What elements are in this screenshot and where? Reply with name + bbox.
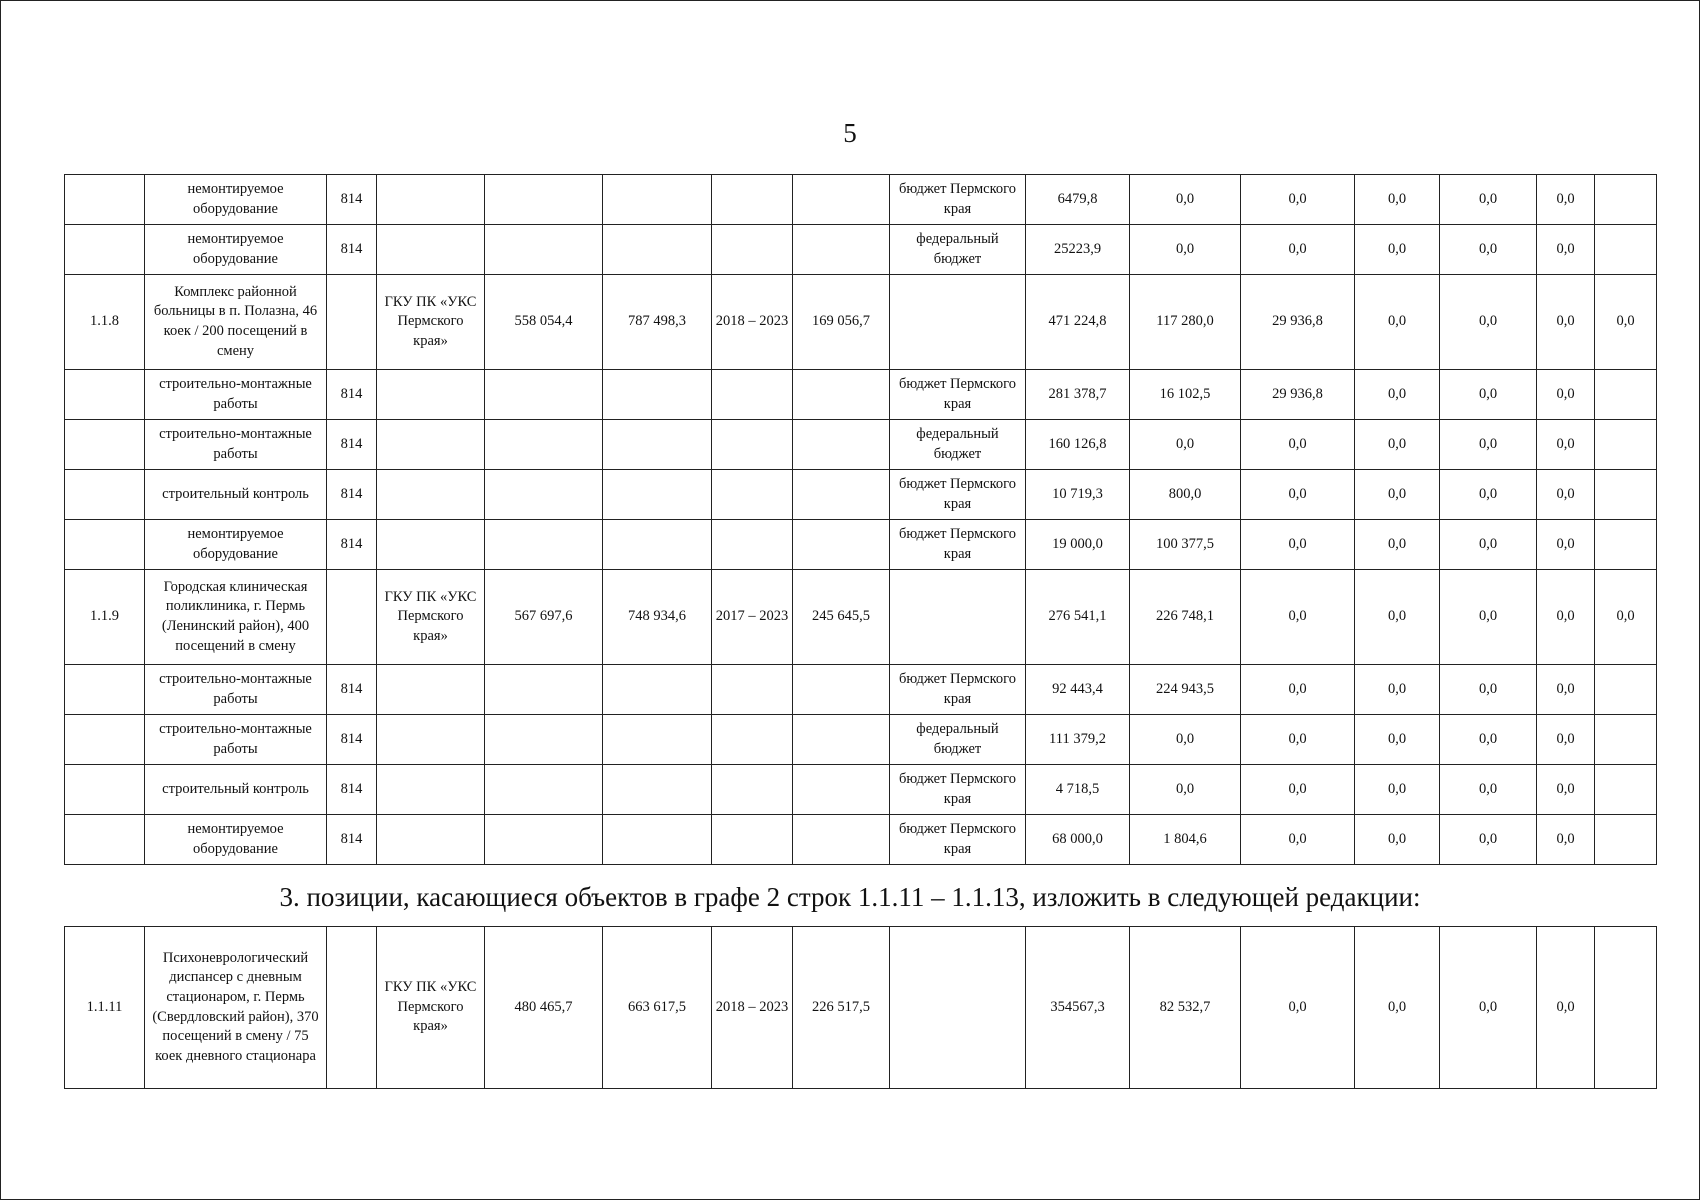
period bbox=[712, 470, 793, 520]
amount-2024: 0,0 bbox=[1440, 815, 1537, 865]
amount-2023: 0,0 bbox=[1355, 420, 1440, 470]
customer: ГКУ ПК «УКС Пермского края» bbox=[377, 275, 485, 370]
period bbox=[712, 715, 793, 765]
period bbox=[712, 225, 793, 275]
total-cost: 748 934,6 bbox=[603, 570, 712, 665]
amount-2025: 0,0 bbox=[1537, 815, 1595, 865]
total-cost bbox=[603, 815, 712, 865]
amount-2025: 0,0 bbox=[1537, 470, 1595, 520]
estimated-cost bbox=[485, 815, 603, 865]
amount-2020: 111 379,2 bbox=[1026, 715, 1130, 765]
amount-2024: 0,0 bbox=[1440, 665, 1537, 715]
period bbox=[712, 665, 793, 715]
customer bbox=[377, 715, 485, 765]
amount-2025: 0,0 bbox=[1537, 765, 1595, 815]
funding-table bbox=[64, 174, 1657, 865]
table-row bbox=[65, 225, 1657, 275]
amount-2026 bbox=[1595, 420, 1657, 470]
row-code bbox=[65, 370, 145, 420]
amount-2021: 1 804,6 bbox=[1130, 815, 1241, 865]
customer bbox=[377, 665, 485, 715]
object-name: немонтируемое оборудование bbox=[145, 520, 327, 570]
object-name: немонтируемое оборудование bbox=[145, 225, 327, 275]
amount-2021: 82 532,7 bbox=[1130, 927, 1241, 1089]
estimated-cost bbox=[485, 370, 603, 420]
amount-2020: 471 224,8 bbox=[1026, 275, 1130, 370]
amount-2026 bbox=[1595, 815, 1657, 865]
amount-2020: 19 000,0 bbox=[1026, 520, 1130, 570]
row-code bbox=[65, 470, 145, 520]
object-name: немонтируемое оборудование bbox=[145, 815, 327, 865]
customer bbox=[377, 520, 485, 570]
period bbox=[712, 420, 793, 470]
amount-2021: 226 748,1 bbox=[1130, 570, 1241, 665]
amount-2025: 0,0 bbox=[1537, 520, 1595, 570]
table-row bbox=[65, 570, 1657, 665]
row-code bbox=[65, 715, 145, 765]
total-cost bbox=[603, 665, 712, 715]
object-name: строительно-монтажные работы bbox=[145, 665, 327, 715]
funding-source: бюджет Пермского края bbox=[890, 765, 1026, 815]
grbs-code: 814 bbox=[327, 370, 377, 420]
funded-before bbox=[793, 715, 890, 765]
amount-2024: 0,0 bbox=[1440, 765, 1537, 815]
amount-2024: 0,0 bbox=[1440, 520, 1537, 570]
object-name: строительный контроль bbox=[145, 765, 327, 815]
amount-2021: 800,0 bbox=[1130, 470, 1241, 520]
row-code bbox=[65, 815, 145, 865]
funding-source bbox=[890, 927, 1026, 1089]
amount-2022: 0,0 bbox=[1241, 420, 1355, 470]
amount-2024: 0,0 bbox=[1440, 570, 1537, 665]
amount-2022: 0,0 bbox=[1241, 815, 1355, 865]
period: 2018 – 2023 bbox=[712, 927, 793, 1089]
amount-2024: 0,0 bbox=[1440, 275, 1537, 370]
amount-2026: 0,0 bbox=[1595, 570, 1657, 665]
amount-2022: 0,0 bbox=[1241, 765, 1355, 815]
total-cost bbox=[603, 370, 712, 420]
grbs-code: 814 bbox=[327, 665, 377, 715]
customer bbox=[377, 470, 485, 520]
object-name: строительно-монтажные работы bbox=[145, 370, 327, 420]
grbs-code bbox=[327, 275, 377, 370]
row-code bbox=[65, 520, 145, 570]
amount-2020: 4 718,5 bbox=[1026, 765, 1130, 815]
object-name: немонтируемое оборудование bbox=[145, 175, 327, 225]
table-row bbox=[65, 175, 1657, 225]
amount-2022: 0,0 bbox=[1241, 225, 1355, 275]
amount-2026: 0,0 bbox=[1595, 275, 1657, 370]
amount-2020: 276 541,1 bbox=[1026, 570, 1130, 665]
funded-before bbox=[793, 815, 890, 865]
amount-2021: 100 377,5 bbox=[1130, 520, 1241, 570]
amount-2022: 0,0 bbox=[1241, 570, 1355, 665]
funded-before bbox=[793, 420, 890, 470]
amount-2022: 0,0 bbox=[1241, 175, 1355, 225]
total-cost bbox=[603, 715, 712, 765]
amount-2020: 354567,3 bbox=[1026, 927, 1130, 1089]
amount-2024: 0,0 bbox=[1440, 175, 1537, 225]
amount-2022: 0,0 bbox=[1241, 520, 1355, 570]
amount-2021: 0,0 bbox=[1130, 765, 1241, 815]
amount-2023: 0,0 bbox=[1355, 570, 1440, 665]
amount-2024: 0,0 bbox=[1440, 370, 1537, 420]
grbs-code: 814 bbox=[327, 175, 377, 225]
grbs-code: 814 bbox=[327, 815, 377, 865]
amount-2024: 0,0 bbox=[1440, 927, 1537, 1089]
customer bbox=[377, 815, 485, 865]
page-number: 5 bbox=[843, 118, 857, 148]
total-cost bbox=[603, 175, 712, 225]
table-row bbox=[65, 665, 1657, 715]
row-code bbox=[65, 225, 145, 275]
funding-source: бюджет Пермского края bbox=[890, 520, 1026, 570]
amount-2026 bbox=[1595, 520, 1657, 570]
table-row bbox=[65, 715, 1657, 765]
row-code bbox=[65, 175, 145, 225]
funded-before: 169 056,7 bbox=[793, 275, 890, 370]
row-code bbox=[65, 665, 145, 715]
amount-2025: 0,0 bbox=[1537, 225, 1595, 275]
period bbox=[712, 520, 793, 570]
amount-2022: 0,0 bbox=[1241, 470, 1355, 520]
object-name: Психоневрологический диспансер с дневным стационаром, г. Пермь (Свердловский район), 370 посещений в смену / 75 коек дневного стационара bbox=[145, 927, 327, 1089]
amount-2024: 0,0 bbox=[1440, 225, 1537, 275]
estimated-cost bbox=[485, 520, 603, 570]
amount-2024: 0,0 bbox=[1440, 470, 1537, 520]
row-code: 1.1.8 bbox=[65, 275, 145, 370]
funded-before: 245 645,5 bbox=[793, 570, 890, 665]
funding-source: бюджет Пермского края bbox=[890, 370, 1026, 420]
estimated-cost bbox=[485, 420, 603, 470]
amount-2021: 117 280,0 bbox=[1130, 275, 1241, 370]
funding-source bbox=[890, 275, 1026, 370]
funded-before bbox=[793, 470, 890, 520]
amount-2023: 0,0 bbox=[1355, 665, 1440, 715]
row-code: 1.1.11 bbox=[65, 927, 145, 1089]
amount-2022: 29 936,8 bbox=[1241, 275, 1355, 370]
object-name: строительно-монтажные работы bbox=[145, 715, 327, 765]
amount-2025: 0,0 bbox=[1537, 665, 1595, 715]
grbs-code: 814 bbox=[327, 765, 377, 815]
amount-2023: 0,0 bbox=[1355, 370, 1440, 420]
amount-2026 bbox=[1595, 715, 1657, 765]
funding-source: бюджет Пермского края bbox=[890, 665, 1026, 715]
customer: ГКУ ПК «УКС Пермского края» bbox=[377, 570, 485, 665]
object-name: Комплекс районной больницы в п. Полазна, 46 коек / 200 посещений в смену bbox=[145, 275, 327, 370]
total-cost: 663 617,5 bbox=[603, 927, 712, 1089]
section-heading: 3. позиции, касающиеся объектов в графе 2 строк 1.1.11 – 1.1.13, изложить в следующей редакции: bbox=[279, 882, 1421, 912]
amount-2020: 92 443,4 bbox=[1026, 665, 1130, 715]
funding-source: бюджет Пермского края bbox=[890, 175, 1026, 225]
grbs-code: 814 bbox=[327, 520, 377, 570]
row-code bbox=[65, 420, 145, 470]
amount-2026 bbox=[1595, 470, 1657, 520]
amount-2021: 224 943,5 bbox=[1130, 665, 1241, 715]
amount-2023: 0,0 bbox=[1355, 715, 1440, 765]
amount-2022: 0,0 bbox=[1241, 715, 1355, 765]
customer bbox=[377, 370, 485, 420]
customer bbox=[377, 225, 485, 275]
amount-2022: 0,0 bbox=[1241, 927, 1355, 1089]
grbs-code: 814 bbox=[327, 715, 377, 765]
amount-2025: 0,0 bbox=[1537, 175, 1595, 225]
total-cost bbox=[603, 420, 712, 470]
estimated-cost: 567 697,6 bbox=[485, 570, 603, 665]
funded-before bbox=[793, 520, 890, 570]
funded-before bbox=[793, 225, 890, 275]
grbs-code bbox=[327, 927, 377, 1089]
total-cost bbox=[603, 520, 712, 570]
amount-2023: 0,0 bbox=[1355, 927, 1440, 1089]
funding-source: федеральный бюджет bbox=[890, 225, 1026, 275]
grbs-code: 814 bbox=[327, 225, 377, 275]
amount-2025: 0,0 bbox=[1537, 275, 1595, 370]
customer bbox=[377, 765, 485, 815]
customer bbox=[377, 420, 485, 470]
grbs-code bbox=[327, 570, 377, 665]
amount-2023: 0,0 bbox=[1355, 275, 1440, 370]
grbs-code: 814 bbox=[327, 420, 377, 470]
amount-2023: 0,0 bbox=[1355, 225, 1440, 275]
funded-before bbox=[793, 665, 890, 715]
amount-2020: 68 000,0 bbox=[1026, 815, 1130, 865]
estimated-cost bbox=[485, 765, 603, 815]
total-cost bbox=[603, 225, 712, 275]
amount-2022: 0,0 bbox=[1241, 665, 1355, 715]
amount-2021: 0,0 bbox=[1130, 225, 1241, 275]
table-row bbox=[65, 470, 1657, 520]
amount-2021: 0,0 bbox=[1130, 715, 1241, 765]
amount-2023: 0,0 bbox=[1355, 520, 1440, 570]
estimated-cost: 558 054,4 bbox=[485, 275, 603, 370]
row-code: 1.1.9 bbox=[65, 570, 145, 665]
amount-2026 bbox=[1595, 765, 1657, 815]
amount-2025: 0,0 bbox=[1537, 570, 1595, 665]
funding-source: федеральный бюджет bbox=[890, 715, 1026, 765]
table-row bbox=[65, 815, 1657, 865]
amount-2021: 0,0 bbox=[1130, 420, 1241, 470]
table-row bbox=[65, 275, 1657, 370]
row-code bbox=[65, 765, 145, 815]
table-row bbox=[65, 370, 1657, 420]
funding-source: федеральный бюджет bbox=[890, 420, 1026, 470]
estimated-cost bbox=[485, 715, 603, 765]
amount-2021: 16 102,5 bbox=[1130, 370, 1241, 420]
objects-table bbox=[64, 926, 1657, 1089]
amount-2026 bbox=[1595, 665, 1657, 715]
object-name: строительный контроль bbox=[145, 470, 327, 520]
funding-source: бюджет Пермского края bbox=[890, 815, 1026, 865]
amount-2023: 0,0 bbox=[1355, 470, 1440, 520]
amount-2025: 0,0 bbox=[1537, 715, 1595, 765]
estimated-cost bbox=[485, 175, 603, 225]
table-row bbox=[65, 765, 1657, 815]
estimated-cost bbox=[485, 665, 603, 715]
amount-2023: 0,0 bbox=[1355, 175, 1440, 225]
amount-2025: 0,0 bbox=[1537, 370, 1595, 420]
amount-2021: 0,0 bbox=[1130, 175, 1241, 225]
amount-2020: 25223,9 bbox=[1026, 225, 1130, 275]
object-name: строительно-монтажные работы bbox=[145, 420, 327, 470]
total-cost bbox=[603, 765, 712, 815]
amount-2025: 0,0 bbox=[1537, 927, 1595, 1089]
funded-before bbox=[793, 370, 890, 420]
funded-before bbox=[793, 175, 890, 225]
table-row bbox=[65, 927, 1657, 1089]
total-cost: 787 498,3 bbox=[603, 275, 712, 370]
amount-2025: 0,0 bbox=[1537, 420, 1595, 470]
amount-2023: 0,0 bbox=[1355, 765, 1440, 815]
period bbox=[712, 765, 793, 815]
table-row bbox=[65, 520, 1657, 570]
period: 2017 – 2023 bbox=[712, 570, 793, 665]
amount-2026 bbox=[1595, 927, 1657, 1089]
period bbox=[712, 815, 793, 865]
customer: ГКУ ПК «УКС Пермского края» bbox=[377, 927, 485, 1089]
amount-2024: 0,0 bbox=[1440, 715, 1537, 765]
funding-source: бюджет Пермского края bbox=[890, 470, 1026, 520]
funding-source bbox=[890, 570, 1026, 665]
table-row bbox=[65, 420, 1657, 470]
period bbox=[712, 370, 793, 420]
amount-2026 bbox=[1595, 175, 1657, 225]
estimated-cost bbox=[485, 470, 603, 520]
funded-before bbox=[793, 765, 890, 815]
amount-2020: 6479,8 bbox=[1026, 175, 1130, 225]
period bbox=[712, 175, 793, 225]
grbs-code: 814 bbox=[327, 470, 377, 520]
amount-2020: 10 719,3 bbox=[1026, 470, 1130, 520]
estimated-cost: 480 465,7 bbox=[485, 927, 603, 1089]
funded-before: 226 517,5 bbox=[793, 927, 890, 1089]
amount-2026 bbox=[1595, 225, 1657, 275]
amount-2026 bbox=[1595, 370, 1657, 420]
customer bbox=[377, 175, 485, 225]
amount-2020: 160 126,8 bbox=[1026, 420, 1130, 470]
amount-2020: 281 378,7 bbox=[1026, 370, 1130, 420]
object-name: Городская клиническая поликлиника, г. Пермь (Ленинский район), 400 посещений в смену bbox=[145, 570, 327, 665]
total-cost bbox=[603, 470, 712, 520]
amount-2023: 0,0 bbox=[1355, 815, 1440, 865]
amount-2024: 0,0 bbox=[1440, 420, 1537, 470]
period: 2018 – 2023 bbox=[712, 275, 793, 370]
estimated-cost bbox=[485, 225, 603, 275]
amount-2022: 29 936,8 bbox=[1241, 370, 1355, 420]
